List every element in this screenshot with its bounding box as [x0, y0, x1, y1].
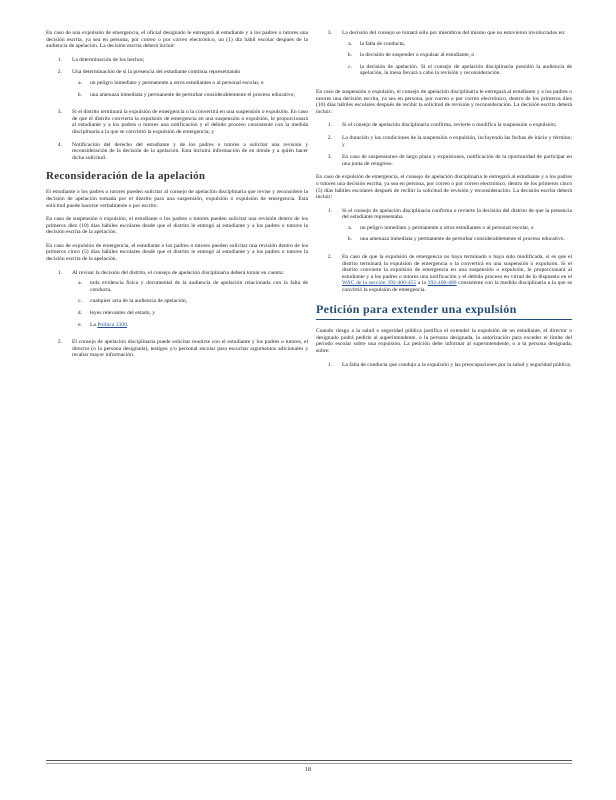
- item-body: [342, 122, 572, 129]
- sub-list: [72, 80, 308, 98]
- sub-item-body: [90, 92, 308, 99]
- suspension-decision-paragraph: En caso de suspensión o expulsión, el consejo de apelación disciplinaria le entregará al estudiante y a los padres o tutores una decisión escrita, ya sea en persona, por correo o por correo electrónico, dentro de los primeros diez (10) días hábiles escolares después de recibir la solicitud de revisión y reconsideración. La decisión escrita deberá incluir:: [316, 88, 572, 115]
- left-column: [46, 30, 308, 366]
- sub-item-letter: c.: [348, 63, 352, 70]
- item-line: [72, 69, 308, 76]
- item-line: [72, 270, 308, 277]
- sub-item-letter: a.: [348, 224, 352, 231]
- sub-item-body: [90, 298, 308, 305]
- item-number: 1.: [57, 269, 62, 276]
- item-number: 2.: [327, 254, 332, 261]
- item-line: [342, 208, 572, 221]
- item-text: una amenaza inmediata y permanente de perturbar considerablemente el proceso educativo.: [360, 236, 565, 243]
- list-item: [316, 30, 572, 82]
- list-item: [46, 339, 308, 359]
- policy-link[interactable]: Política 3300: [97, 321, 127, 328]
- suspension-decision-list: [316, 122, 572, 167]
- item-body: [72, 69, 308, 103]
- sub-item-letter: a.: [78, 280, 82, 287]
- sub-list-item: [72, 298, 308, 305]
- item-text: leyes relevantes del estado, y: [90, 310, 156, 317]
- item-text: La determinación de los hechos;: [72, 56, 145, 63]
- item-text: Si el consejo de apelación disciplinaria confirma, revierte o modifica la suspensión o expulsión;: [342, 122, 557, 129]
- sub-list-item: [342, 236, 572, 243]
- sub-item-body: [90, 280, 308, 293]
- footer-rule-secondary: [46, 763, 572, 764]
- sub-list-item: [72, 310, 308, 317]
- item-text: Si el distrito terminará la expulsión de emergencia o la convertirá en una suspensión o expulsión. En caso de que el distrito convierta la expulsión de emergencia en una suspensión o expulsión, le proporcionará al estudiante y a los padres o tutores una notificación y el debido proceso consistente con la medida disciplinaria a la que se convirtió la expulsión de emergencia; y: [72, 109, 309, 135]
- list-item: [316, 122, 572, 129]
- item-number: 3.: [327, 154, 332, 161]
- item-text: Una determinación de si la presencia del estudiante continúa representando: [72, 69, 241, 76]
- emergency-decision-paragraph: En caso de expulsión de emergencia, el consejo de apelación disciplinaria le entregará al estudiante y a los padres o tutores una decisión escrita, ya sea en persona, por correo o por correo electrónico, dentro de los primeros cinco (5) días hábiles escolares después de recibir la solicitud de revisión y reconsideración. La decisión escrita deberá incluir:: [316, 174, 572, 201]
- item-body: [72, 109, 308, 135]
- item-body: [72, 142, 308, 162]
- item-text: En caso de que la expulsión de emergencia no haya terminado o haya sido modificada, si es que el distrito terminará la expulsión de emergencia o la convertirá en una suspensión o expulsión. Si el distrito convierte la expulsión de emergencia en una suspensión o expulsión, le proporcionará al estudiante y a los padres o tutores una notificación y el debido proceso en virtud de lo dispuesto en el: [342, 254, 572, 280]
- item-body: [342, 254, 572, 294]
- item-number: 2.: [57, 339, 62, 346]
- sub-list: [342, 225, 572, 243]
- page-number: 18: [305, 767, 311, 773]
- item-text: La: [90, 321, 98, 328]
- sub-item-body: [360, 64, 572, 77]
- reconsideration-paragraph-2: En caso de suspensión o expulsión, el estudiante o los padres o tutores pueden solicitar una revisión dentro de los primeros diez (10) días hábiles escolares desde que el distrito le entregó al estudiante y a los padres o tutores la decisión escrita de la apelación.: [46, 216, 308, 236]
- list-item: [316, 208, 572, 248]
- sub-list-item: [72, 280, 308, 293]
- list-item: [316, 254, 572, 294]
- item-text: La falta de conducta que condujo a la expulsión y las preocupaciones por la salud y seguridad pública;: [342, 361, 572, 368]
- list-item: [316, 154, 572, 167]
- item-text: un peligro inmediato y permanente a otros estudiantes o al personal escolar, o: [360, 224, 534, 231]
- board-members-list: [316, 30, 572, 82]
- sub-item-letter: a.: [78, 79, 82, 86]
- sub-item-body: [360, 52, 572, 59]
- sub-item-letter: d.: [77, 310, 82, 317]
- sub-item-letter: b.: [347, 236, 352, 243]
- item-line: [342, 30, 572, 37]
- policy-link[interactable]: WAC de la sección 392-400-455: [342, 280, 417, 287]
- item-text: Notificación del derecho del estudiante y de los padres o tutores a solicitar una revisión y reconsideración de la decisión de la apelación. Esta incluirá información de en dónde y a quién hacer dicha solicitud.: [72, 141, 308, 161]
- item-text: Al revisar la decisión del distrito, el consejo de apelación disciplinaria deberá tomar en cuenta:: [72, 269, 285, 276]
- sub-list-item: [72, 92, 308, 99]
- item-number: 2.: [327, 134, 332, 141]
- sub-list: [342, 41, 572, 77]
- section-heading-extension: Petición para extender una expulsión: [316, 301, 517, 316]
- reconsideration-paragraph-3: En caso de expulsión de emergencia, el estudiante o los padres o tutores pueden solicitar una revisión dentro de los primeros cinco (5) días hábiles escolares desde que el distrito le entregó al estudiante y a los padres o tutores la decisión escrita de la apelación.: [46, 242, 308, 263]
- item-body: [72, 57, 308, 64]
- item-number: 1.: [327, 207, 332, 214]
- sub-list-item: [342, 52, 572, 59]
- list-item: [46, 142, 308, 162]
- item-line: [72, 339, 308, 359]
- item-line: [342, 154, 572, 167]
- heading-rule: [316, 319, 572, 321]
- item-text: Si el consejo de apelación disciplinaria confirma o revierte la decisión del distrito de que la presencia del estudiante representaba: [342, 207, 572, 221]
- intro-paragraph: En caso de una expulsión de emergencia, el oficial designado le entregará al estudiante y a los padres o tutores una decisión escrita, ya sea en persona, por correo o por correo electrónico, un (1) día hábil escolar después de la audiencia de apelación. La decisión escrita deberá incluir:: [46, 30, 308, 50]
- item-text: En caso de suspensiones de largo plazo y expulsiones, notificación de la oportunidad de participar en una junta de reingreso.: [342, 154, 572, 167]
- item-number: 1.: [57, 56, 62, 63]
- reconsideration-paragraph-1: El estudiante o los padres o tutores pueden solicitar al consejo de apelación disciplinaria que revise y reconsidere la decisión de apelación tomada por el distrito para una suspensión, expulsión o expulsión de emergencia. Esta solicitud puede hacerse verbalmente o por escrito.: [46, 189, 308, 209]
- item-number: 4.: [57, 141, 62, 148]
- item-body: [342, 154, 572, 167]
- decision-content-list: [46, 57, 308, 162]
- item-body: [342, 362, 572, 369]
- item-line: [342, 122, 572, 129]
- sub-item-body: [360, 41, 572, 48]
- item-text: la decisión de suspender o expulsar al estudiante, o: [360, 52, 475, 59]
- item-body: [342, 208, 572, 248]
- item-body: [72, 270, 308, 334]
- extension-paragraph: Cuando riesgo a la salud o seguridad pública justifica el extender la expulsión de un estudiante, el director o designado podrá pedirle al superintendente, o la persona designada, la autorización para exceder el límite del período escolar sobre una expulsión. La petición debe informar al superintendente, o a la persona designada, sobre:: [316, 328, 572, 354]
- item-text: un peligro inmediato y permanente a otros estudiantes o al personal escolar, o: [90, 79, 264, 86]
- list-item: [46, 57, 308, 64]
- item-line: [72, 109, 308, 135]
- emergency-decision-list: [316, 208, 572, 294]
- item-text-after-2: consistente con la medida disciplinaria a la que se convirtió la expulsión de emergencia.: [342, 280, 572, 294]
- item-number: 3.: [327, 30, 332, 36]
- item-number: 2.: [57, 69, 62, 76]
- sub-list: [72, 280, 308, 328]
- sub-item-letter: b.: [347, 52, 352, 59]
- sub-item-letter: b.: [77, 91, 82, 98]
- sub-list-item: [342, 64, 572, 77]
- item-line: [342, 254, 572, 294]
- extension-list: [316, 362, 572, 369]
- footer-rule: [46, 760, 572, 761]
- review-list: [46, 270, 308, 359]
- item-line: [72, 142, 308, 162]
- right-column: [316, 30, 572, 375]
- sub-item-body: [90, 310, 308, 317]
- item-number: 1.: [327, 122, 332, 129]
- list-item: [46, 69, 308, 103]
- item-number: 3.: [57, 109, 62, 116]
- section-heading-reconsideration: Reconsideración de la apelación: [46, 170, 206, 183]
- item-line: [342, 362, 572, 369]
- item-text: una amenaza inmediata y permanente de perturbar considerablemente el proceso educativo;: [90, 91, 296, 98]
- item-text: cualquier acta de la audiencia de apelación,: [90, 298, 188, 305]
- item-text: la falta de conducta,: [360, 40, 406, 47]
- item-text: toda evidencia física y documental de la audiencia de apelación relacionada con la falta de conducta,: [90, 280, 308, 293]
- item-text: La duración y las condiciones de la suspensión o expulsión, incluyendo las fechas de inicio y término; y: [342, 134, 572, 148]
- item-text-after: a la: [416, 280, 428, 287]
- item-body: [72, 339, 308, 359]
- item-number: 1.: [327, 361, 332, 368]
- sub-list-item: [72, 80, 308, 87]
- item-line: [72, 57, 308, 64]
- item-text-after: .: [127, 321, 129, 328]
- sub-list-item: [72, 322, 308, 329]
- sub-list-item: [342, 225, 572, 232]
- list-item: [46, 109, 308, 135]
- sub-item-body: [90, 80, 308, 87]
- sub-item-letter: a.: [348, 40, 352, 47]
- item-text: la decisión de apelación. Si el consejo de apelación disciplinaria presidió la audiencia de apelación, la mesa llevará a cabo la revisión y reconsideración.: [360, 63, 572, 77]
- sub-list-item: [342, 41, 572, 48]
- policy-link-2[interactable]: 392-400-480: [427, 280, 457, 287]
- item-line: [342, 135, 572, 148]
- sub-item-body: [90, 322, 308, 329]
- list-item: [46, 270, 308, 334]
- item-body: [342, 135, 572, 148]
- sub-item-body: [360, 236, 572, 243]
- sub-item-body: [360, 225, 572, 232]
- item-body: [342, 30, 572, 82]
- item-text: El consejo de apelación disciplinaria puede solicitar reunirse con el estudiante y los padres o tutores, el director (o la persona designada), testigos y/o personal escolar para escuchar argumentos adicionales y recabar mayor información.: [72, 339, 308, 359]
- sub-item-letter: e.: [78, 321, 82, 328]
- list-item: [316, 135, 572, 148]
- list-item: [316, 362, 572, 369]
- sub-item-letter: c.: [78, 298, 82, 305]
- item-text: La decisión del consejo se tomará sólo por miembros del mismo que no estuvieron involucrados en:: [342, 30, 566, 36]
